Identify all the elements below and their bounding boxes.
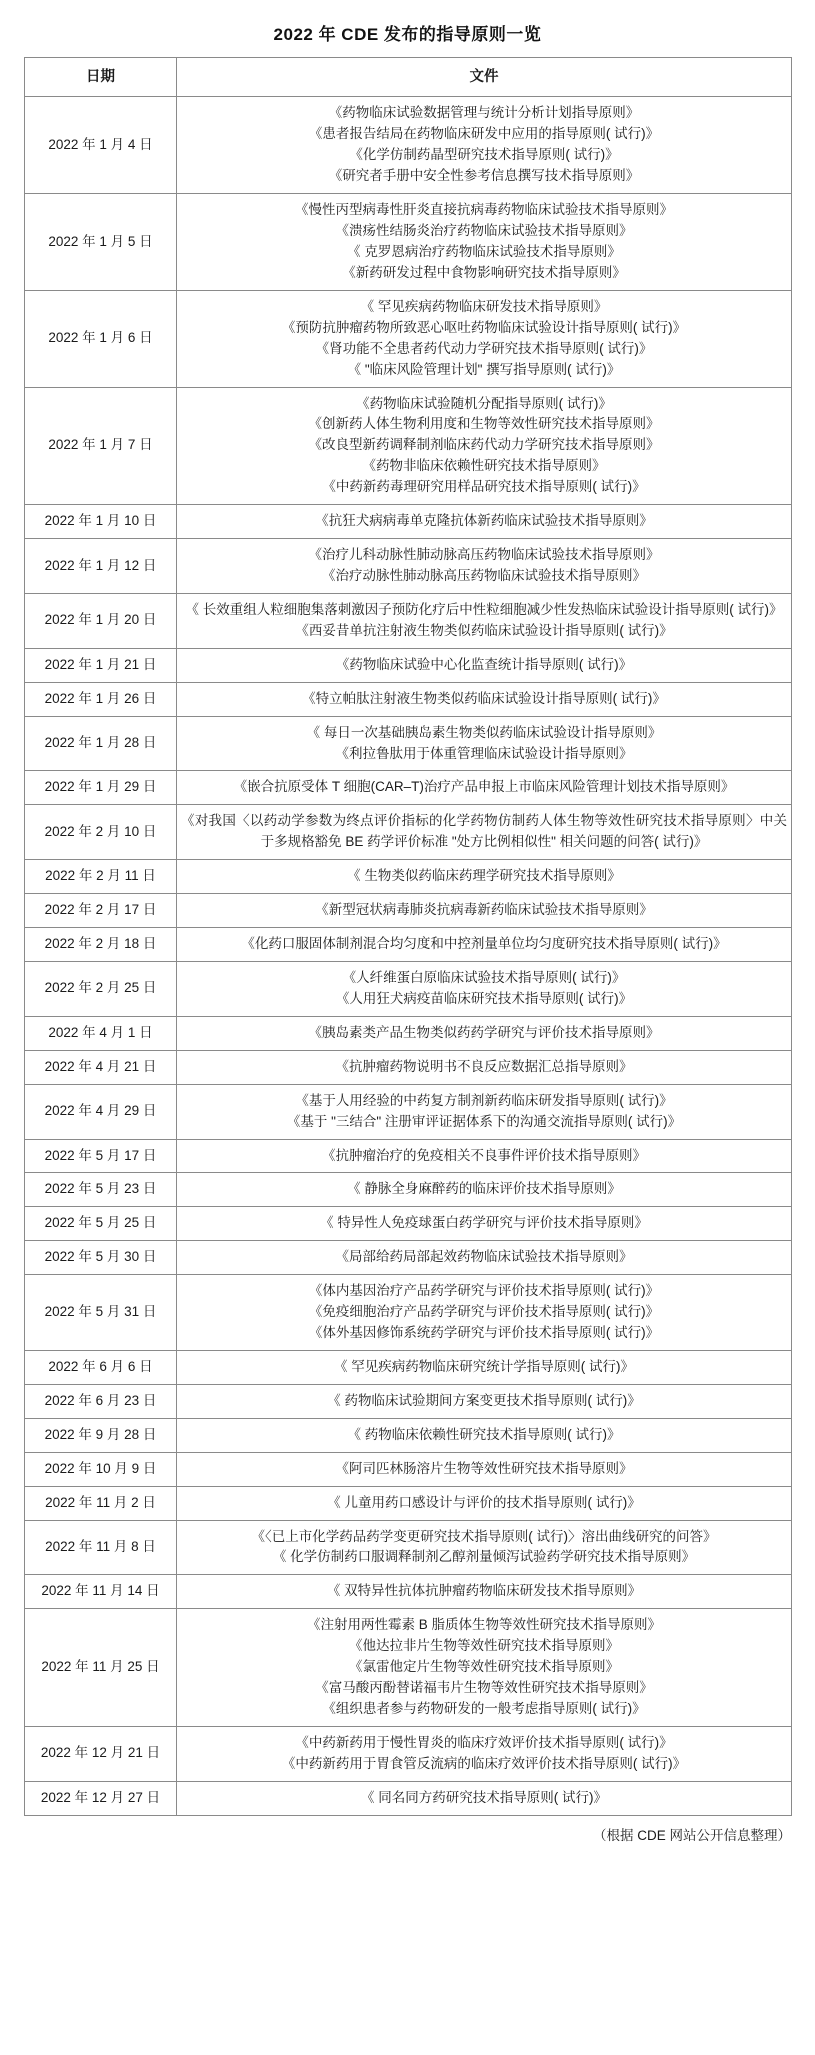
row-documents — [177, 1781, 792, 1815]
row-documents — [177, 805, 792, 860]
row-documents — [177, 387, 792, 505]
document-title: 《人纤维蛋白原临床试验技术指导原则( 试行)》 — [342, 969, 626, 985]
row-documents — [177, 928, 792, 962]
row-documents — [177, 1350, 792, 1384]
document-title: 《 儿童用药口感设计与评价的技术指导原则( 试行)》 — [327, 1494, 641, 1510]
document-title: 《化学仿制药晶型研究技术指导原则( 试行)》 — [349, 147, 619, 163]
table-row — [25, 1384, 792, 1418]
row-date: 2022 年 4 月 29 日 — [25, 1084, 177, 1139]
row-documents — [177, 290, 792, 387]
table-row — [25, 1139, 792, 1173]
table-row — [25, 539, 792, 594]
document-title: 《氯雷他定片生物等效性研究技术指导原则》 — [349, 1659, 619, 1675]
document-title: 《预防抗肿瘤药物所致恶心呕吐药物临床试验设计指导原则( 试行)》 — [281, 319, 687, 335]
row-date: 2022 年 11 月 2 日 — [25, 1486, 177, 1520]
column-header-date: 日期 — [25, 58, 177, 97]
row-documents — [177, 1726, 792, 1781]
row-date: 2022 年 1 月 10 日 — [25, 505, 177, 539]
document-title: 《溃疡性结肠炎治疗药物临床试验技术指导原则》 — [335, 223, 633, 239]
row-documents — [177, 1275, 792, 1351]
row-documents — [177, 1486, 792, 1520]
row-documents — [177, 1139, 792, 1173]
document-title: 《 静脉全身麻醉药的临床评价技术指导原则》 — [347, 1181, 621, 1197]
row-date: 2022 年 2 月 11 日 — [25, 860, 177, 894]
row-date: 2022 年 4 月 1 日 — [25, 1016, 177, 1050]
document-title: 《组织患者参与药物研发的一般考虑指导原则( 试行)》 — [322, 1701, 646, 1717]
document-title: 《 特异性人免疫球蛋白药学研究与评价技术指导原则》 — [320, 1215, 648, 1231]
table-header — [25, 58, 792, 97]
document-title: 《 罕见疾病药物临床研究统计学指导原则( 试行)》 — [334, 1358, 634, 1374]
row-date: 2022 年 5 月 23 日 — [25, 1173, 177, 1207]
row-date: 2022 年 5 月 25 日 — [25, 1207, 177, 1241]
document-title: 《改良型新药调释制剂临床药代动力学研究技术指导原则》 — [308, 437, 660, 453]
row-documents — [177, 961, 792, 1016]
document-title: 《中药新药毒理研究用样品研究技术指导原则( 试行)》 — [322, 479, 646, 495]
document-title: 《 生物类似药临床药理学研究技术指导原则》 — [347, 868, 621, 884]
document-title: 《药物非临床依赖性研究技术指导原则》 — [362, 458, 606, 474]
table-row — [25, 1241, 792, 1275]
row-date: 2022 年 1 月 28 日 — [25, 716, 177, 771]
row-documents — [177, 1575, 792, 1609]
row-documents — [177, 1084, 792, 1139]
table-row — [25, 1350, 792, 1384]
document-title: 《化药口服固体制剂混合均匀度和中控剂量单位均匀度研究技术指导原则( 试行)》 — [241, 936, 727, 952]
row-date: 2022 年 11 月 25 日 — [25, 1609, 177, 1727]
document-title: 《 化学仿制药口服调释制剂乙醇剂量倾泻试验药学研究技术指导原则》 — [272, 1549, 696, 1565]
document-title: 《特立帕肽注射液生物类似药临床试验设计指导原则( 试行)》 — [302, 690, 666, 706]
document-title: 《西妥昔单抗注射液生物类似药临床试验设计指导原则( 试行)》 — [295, 622, 673, 638]
table-row — [25, 1609, 792, 1727]
row-date: 2022 年 1 月 12 日 — [25, 539, 177, 594]
document-title: 《局部给药局部起效药物临床试验技术指导原则》 — [335, 1249, 633, 1265]
row-date: 2022 年 1 月 5 日 — [25, 194, 177, 291]
row-documents — [177, 97, 792, 194]
document-title: 《免疫细胞治疗产品药学研究与评价技术指导原则( 试行)》 — [308, 1304, 660, 1320]
table-row — [25, 387, 792, 505]
row-date: 2022 年 1 月 29 日 — [25, 771, 177, 805]
row-documents — [177, 682, 792, 716]
table-row — [25, 1084, 792, 1139]
document-title: 《患者报告结局在药物临床研发中应用的指导原则( 试行)》 — [308, 126, 660, 142]
row-documents — [177, 1609, 792, 1727]
table-row — [25, 648, 792, 682]
document-title: 《新型冠状病毒肺炎抗病毒新药临床试验技术指导原则》 — [315, 902, 653, 918]
row-date: 2022 年 2 月 18 日 — [25, 928, 177, 962]
table-row — [25, 771, 792, 805]
document-title: 《体外基因修饰系统药学研究与评价技术指导原则( 试行)》 — [308, 1325, 660, 1341]
row-documents — [177, 505, 792, 539]
document-title: 《 同名同方药研究技术指导原则( 试行)》 — [361, 1789, 607, 1805]
document-title: 《药物临床试验中心化监查统计指导原则( 试行)》 — [335, 656, 633, 672]
document-title: 《 "临床风险管理计划" 撰写指导原则( 试行)》 — [347, 361, 621, 377]
document-title: 《治疗儿科动脉性肺动脉高压药物临床试验技术指导原则》 — [308, 547, 660, 563]
document-title: 《中药新药用于胃食管反流病的临床疗效评价技术指导原则( 试行)》 — [281, 1755, 687, 1771]
row-date: 2022 年 12 月 21 日 — [25, 1726, 177, 1781]
row-documents — [177, 716, 792, 771]
document-title: 《对我国〈以药动学参数为终点评价指标的化学药物仿制药人体生物等效性研究技术指导原则〉中关于多规格豁免 BE 药学评价标准 "处方比例相似性" 相关问题的问答( 试行)》 — [181, 813, 787, 850]
row-date: 2022 年 4 月 21 日 — [25, 1050, 177, 1084]
row-date: 2022 年 12 月 27 日 — [25, 1781, 177, 1815]
table-row — [25, 505, 792, 539]
table-row — [25, 1520, 792, 1575]
table-row — [25, 1452, 792, 1486]
table-row — [25, 97, 792, 194]
row-date: 2022 年 9 月 28 日 — [25, 1418, 177, 1452]
document-title: 《他达拉非片生物等效性研究技术指导原则》 — [349, 1638, 619, 1654]
row-documents — [177, 1418, 792, 1452]
table-row — [25, 593, 792, 648]
document-title: 《嵌合抗原受体 T 细胞(CAR–T)治疗产品申报上市临床风险管理计划技术指导原则》 — [233, 779, 735, 795]
table-row — [25, 860, 792, 894]
document-title: 《利拉鲁肽用于体重管理临床试验设计指导原则》 — [335, 745, 633, 761]
document-title: 《 双特异性抗体抗肿瘤药物临床研发技术指导原则》 — [326, 1583, 642, 1599]
table-row — [25, 1050, 792, 1084]
row-date: 2022 年 6 月 23 日 — [25, 1384, 177, 1418]
table-row — [25, 1275, 792, 1351]
row-documents — [177, 1207, 792, 1241]
row-documents — [177, 894, 792, 928]
document-title: 《注射用两性霉素 B 脂质体生物等效性研究技术指导原则》 — [306, 1617, 661, 1633]
row-date: 2022 年 5 月 31 日 — [25, 1275, 177, 1351]
column-header-documents: 文件 — [177, 58, 792, 97]
row-date: 2022 年 10 月 9 日 — [25, 1452, 177, 1486]
row-documents — [177, 194, 792, 291]
row-documents — [177, 1241, 792, 1275]
document-title: 《抗狂犬病病毒单克隆抗体新药临床试验技术指导原则》 — [315, 513, 653, 529]
document-title: 《治疗动脉性肺动脉高压药物临床试验技术指导原则》 — [322, 567, 646, 583]
document-title: 《胰岛素类产品生物类似药药学研究与评价技术指导原则》 — [308, 1024, 660, 1040]
table-row — [25, 1575, 792, 1609]
document-title: 《药物临床试验随机分配指导原则( 试行)》 — [356, 395, 612, 411]
document-title: 《〈已上市化学药品药学变更研究技术指导原则( 试行)〉溶出曲线研究的问答》 — [251, 1528, 717, 1544]
table-header-row — [25, 58, 792, 97]
table-row — [25, 1173, 792, 1207]
document-title: 《慢性丙型病毒性肝炎直接抗病毒药物临床试验技术指导原则》 — [295, 202, 673, 218]
table-row — [25, 716, 792, 771]
row-documents — [177, 1452, 792, 1486]
row-date: 2022 年 1 月 4 日 — [25, 97, 177, 194]
document-title: 《药物临床试验数据管理与统计分析计划指导原则》 — [328, 105, 640, 121]
row-date: 2022 年 2 月 25 日 — [25, 961, 177, 1016]
row-documents — [177, 1384, 792, 1418]
table-row — [25, 805, 792, 860]
row-documents — [177, 1173, 792, 1207]
document-title: 《基于人用经验的中药复方制剂新药临床研发指导原则( 试行)》 — [295, 1092, 673, 1108]
row-documents — [177, 1050, 792, 1084]
document-title: 《抗肿瘤药物说明书不良反应数据汇总指导原则》 — [335, 1058, 633, 1074]
document-title: 《 药物临床试验期间方案变更技术指导原则( 试行)》 — [327, 1392, 641, 1408]
document-title: 《基于 "三结合" 注册审评证据体系下的沟通交流指导原则( 试行)》 — [286, 1113, 682, 1129]
document-title: 《 药物临床依赖性研究技术指导原则( 试行)》 — [347, 1426, 621, 1442]
document-title: 《 罕见疾病药物临床研发技术指导原则》 — [360, 298, 608, 314]
table-body — [25, 97, 792, 1815]
table-row — [25, 928, 792, 962]
row-date: 2022 年 6 月 6 日 — [25, 1350, 177, 1384]
document-title: 《 克罗恩病治疗药物临床试验技术指导原则》 — [347, 244, 621, 259]
table-row — [25, 1781, 792, 1815]
row-date: 2022 年 2 月 10 日 — [25, 805, 177, 860]
table-row — [25, 194, 792, 291]
document-title: 《肾功能不全患者药代动力学研究技术指导原则( 试行)》 — [315, 340, 653, 356]
document-title: 《新药研发过程中食物影响研究技术指导原则》 — [342, 264, 626, 280]
document-title: 《 长效重组人粒细胞集落刺激因子预防化疗后中性粒细胞减少性发热临床试验设计指导原则( 试行)》 — [185, 601, 783, 617]
row-date: 2022 年 11 月 8 日 — [25, 1520, 177, 1575]
table-row — [25, 290, 792, 387]
document-title: 《抗肿瘤治疗的免疫相关不良事件评价技术指导原则》 — [322, 1147, 646, 1163]
row-date: 2022 年 11 月 14 日 — [25, 1575, 177, 1609]
row-documents — [177, 860, 792, 894]
table-row — [25, 1726, 792, 1781]
row-documents — [177, 593, 792, 648]
guidelines-table — [24, 57, 792, 1816]
table-row — [25, 1207, 792, 1241]
document-title: 《 每日一次基础胰岛素生物类似药临床试验设计指导原则》 — [306, 724, 662, 740]
row-date: 2022 年 1 月 20 日 — [25, 593, 177, 648]
table-row — [25, 961, 792, 1016]
table-row — [25, 682, 792, 716]
row-documents — [177, 771, 792, 805]
document-title: 《阿司匹林肠溶片生物等效性研究技术指导原则》 — [335, 1460, 633, 1476]
table-row — [25, 1016, 792, 1050]
document-title: 《创新药人体生物利用度和生物等效性研究技术指导原则》 — [308, 416, 660, 432]
row-date: 2022 年 1 月 6 日 — [25, 290, 177, 387]
table-row — [25, 894, 792, 928]
page-title: 2022 年 CDE 发布的指导原则一览 — [273, 25, 542, 44]
row-date: 2022 年 1 月 7 日 — [25, 387, 177, 505]
row-documents — [177, 1520, 792, 1575]
row-date: 2022 年 5 月 17 日 — [25, 1139, 177, 1173]
row-documents — [177, 539, 792, 594]
document-title: 《富马酸丙酚替诺福韦片生物等效性研究技术指导原则》 — [315, 1680, 653, 1696]
row-date: 2022 年 1 月 21 日 — [25, 648, 177, 682]
footer-note: （根据 CDE 网站公开信息整理） — [592, 1827, 791, 1843]
row-date: 2022 年 1 月 26 日 — [25, 682, 177, 716]
document-title: 《人用狂犬病疫苗临床研究技术指导原则( 试行)》 — [335, 990, 633, 1006]
table-row — [25, 1486, 792, 1520]
document-title: 《体内基因治疗产品药学研究与评价技术指导原则( 试行)》 — [308, 1283, 660, 1299]
row-date: 2022 年 5 月 30 日 — [25, 1241, 177, 1275]
table-row — [25, 1418, 792, 1452]
row-documents — [177, 1016, 792, 1050]
document-title: 《研究者手册中安全性参考信息撰写技术指导原则》 — [328, 168, 640, 184]
row-date: 2022 年 2 月 17 日 — [25, 894, 177, 928]
document-title: 《中药新药用于慢性胃炎的临床疗效评价技术指导原则( 试行)》 — [295, 1734, 673, 1750]
row-documents — [177, 648, 792, 682]
